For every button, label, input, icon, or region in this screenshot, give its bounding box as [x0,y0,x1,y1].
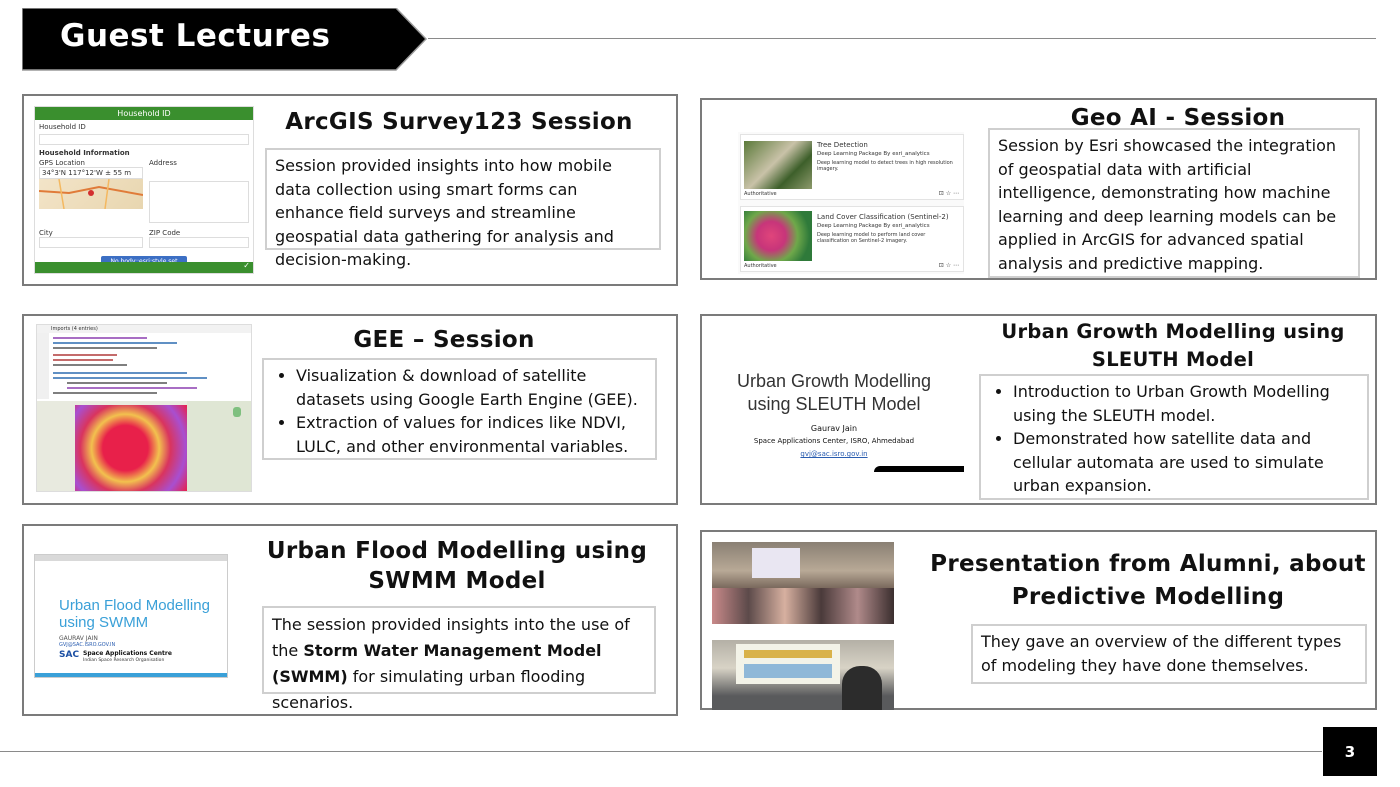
alumni-photo-classroom [712,542,894,624]
gps-value: 34°3'N 117°12'W ± 55 m [39,167,143,179]
model-desc: Deep learning model to detect trees in high resolution imagery. [817,160,953,172]
form-footer [35,262,253,273]
check-icon: ✓ [243,261,250,270]
model-card-land-cover[interactable] [740,206,964,272]
slide-org: Space Applications Centre [83,650,172,657]
flood-text-post: for simulating urban flooding scenarios. [272,667,586,712]
top-divider [428,38,1376,39]
address-label: Address [149,159,177,167]
city-label: City [39,229,53,237]
screen-content-table [744,664,832,678]
title-banner [22,8,428,71]
bottom-divider [0,751,1322,752]
urban-growth-bullet: • Introduction to Urban Growth Modelling using the SLEUTH model. [1013,380,1359,427]
model-desc: Deep learning model to perform land cover classification on Sentinel-2 imagery. [817,232,926,244]
alumni-title: Presentation from Alumni, about Predictive Modelling [930,551,1366,610]
card-arcgis-survey123 [22,94,678,286]
form-household-id-label: Household ID [39,123,86,131]
classified-raster [75,405,187,491]
projector-screen [752,548,800,578]
card-geo-ai [700,98,1377,280]
slide-bottom-bar [35,673,227,677]
audience-silhouettes [712,588,894,624]
gee-title: GEE – Session [353,327,535,353]
form-section-label: Household Information [39,149,130,157]
screen-content-bar [744,650,832,658]
model-actions-icon[interactable]: ⊡ ☆ ⋯ [938,262,959,269]
geoai-description: Session by Esri showcased the integration of geospatial data with artificial intelligence, demonstrating how machine learning and deep learning models can be applied in ArcGIS for advanced spatial analysis and predictive mapping. [988,128,1360,278]
flood-text-pre: The session provided insights into the use of the [272,615,630,660]
slide-title: Urban Flood Modelling using SWMM [59,597,210,631]
model-tag: Authoritative [744,191,777,197]
form-header: Household ID [35,107,253,120]
model-tag: Authoritative [744,263,777,269]
model-name: Tree Detection [817,141,868,149]
address-field[interactable] [149,181,249,223]
city-field[interactable] [39,237,143,248]
zip-label: ZIP Code [149,229,181,237]
gee-map-view[interactable] [37,401,252,492]
card-urban-flood [22,524,678,716]
zip-field[interactable] [149,237,249,248]
slide-presenter: GAURAV JAIN [59,635,98,642]
model-actions-icon[interactable]: ⊡ ☆ ⋯ [938,190,959,197]
flood-description [262,606,656,712]
slide-email-link[interactable]: gvj@sac.isro.gov.in [800,450,868,458]
park-shape [233,407,241,417]
flood-title: Urban Flood Modelling using SWMM Model [266,538,648,594]
arcgis-title: ArcGIS Survey123 Session [285,109,633,135]
page-title: Guest Lectures [60,18,331,54]
model-package: Deep Learning Package By esri_analytics [817,151,930,157]
gps-map-preview[interactable] [39,179,143,209]
presenter-silhouette [842,666,882,710]
sac-logo: SAC [59,650,80,660]
swmm-slide-screenshot [34,554,228,678]
card-alumni [700,530,1377,710]
slide-top-bar [35,555,227,561]
card-urban-growth [700,314,1377,505]
presentation-screen [736,644,840,684]
tree-detection-thumbnail [744,141,812,189]
flood-text-bold: Storm Water Management Model (SWMM) [272,641,602,686]
geoai-title: Geo AI - Session [1070,105,1286,131]
household-id-field[interactable] [39,134,249,145]
gee-code-editor-screenshot [36,324,252,492]
card-gee [22,314,678,505]
gee-bullet: • Extraction of values for indices like NDVI, LULC, and other environmental variables. [296,411,647,458]
sleuth-slide-screenshot [718,364,966,472]
survey123-form-screenshot [34,106,254,274]
gee-bullets [262,358,657,460]
gee-bullet: • Visualization & download of satellite datasets using Google Earth Engine (GEE). [296,364,647,411]
slide-org-sub: Indian Space Research Organisation [83,658,165,663]
model-package: Deep Learning Package By esri_analytics [817,223,930,229]
code-imports-header: Imports (4 entries) [37,325,251,333]
page-number: 3 [1323,727,1377,776]
slide-presenter: Gaurav Jain [810,424,858,433]
gps-label: GPS Location [39,159,85,167]
land-cover-thumbnail [744,211,812,261]
slide-title: Urban Growth Modelling using SLEUTH Model [736,371,932,414]
basemap-area [187,401,252,492]
alumni-description: They gave an overview of the different types of modeling they have done themselves. [971,624,1367,684]
urban-growth-bullets [979,374,1369,500]
alumni-photo-presentation [712,640,894,710]
slide-email: GVJ@SAC.ISRO.GOV.IN [59,642,116,648]
slide-org: Space Applications Center, ISRO, Ahmedabad [753,437,915,445]
geoai-models-screenshot [738,132,964,274]
code-lines [37,333,252,401]
arcgis-description: Session provided insights into how mobile data collection using smart forms can enhance field surveys and streamline geospatial data gathering for analysis and decision-making. [265,148,661,250]
urban-growth-bullet: • Demonstrated how satellite data and cellular automata are used to simulate urban expansion. [1013,427,1359,498]
map-roads [39,179,143,209]
model-name: Land Cover Classification (Sentinel-2) [817,213,949,221]
slide-decoration [874,466,964,472]
urban-growth-title: Urban Growth Modelling using SLEUTH Model [1001,320,1345,371]
model-card-tree-detection[interactable] [740,134,964,200]
